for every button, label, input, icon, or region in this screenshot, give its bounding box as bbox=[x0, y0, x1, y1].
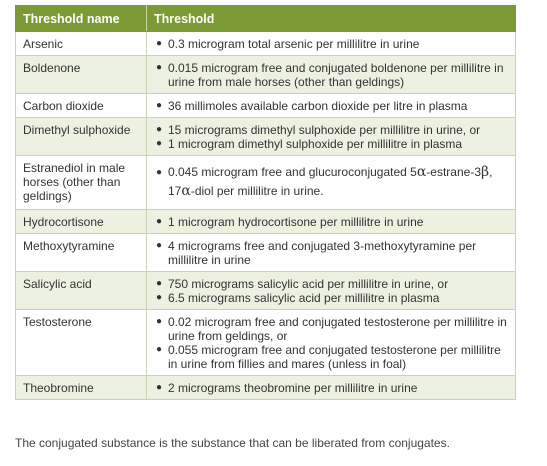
bullet-icon: ● bbox=[156, 62, 163, 73]
threshold-rules bbox=[147, 156, 516, 210]
bullet-icon: ● bbox=[156, 124, 163, 135]
threshold-rules bbox=[147, 118, 516, 156]
table-row bbox=[16, 310, 516, 376]
rule-list bbox=[154, 123, 508, 151]
threshold-rules bbox=[147, 310, 516, 376]
list-item: ● 0.02 microgram free and conjugated testosterone per millilitre in urine from geldings, or bbox=[156, 315, 507, 343]
column-header-threshold: Threshold bbox=[147, 6, 516, 32]
alpha-symbol: α bbox=[416, 164, 427, 180]
list-item: ● 6.5 micrograms salicylic acid per millilitre in plasma bbox=[156, 291, 440, 305]
threshold-rules bbox=[147, 32, 516, 56]
table-row bbox=[16, 272, 516, 310]
threshold-name: Methoxytyramine bbox=[16, 234, 147, 272]
rule-list bbox=[154, 277, 508, 305]
threshold-rules bbox=[147, 234, 516, 272]
bullet-icon: ● bbox=[156, 382, 163, 393]
footnote: The conjugated substance is the substance that can be liberated from conjugates. bbox=[15, 436, 450, 450]
column-header-name: Threshold name bbox=[16, 6, 147, 32]
rule-list bbox=[154, 37, 508, 51]
list-item: ● 2 micrograms theobromine per millilitre in urine bbox=[156, 381, 418, 395]
table-row bbox=[16, 210, 516, 234]
bullet-icon: ● bbox=[156, 138, 163, 149]
bullet-icon: ● bbox=[156, 240, 163, 251]
list-item: ● 0.055 microgram free and conjugated testosterone per millilitre in urine from fillies and mares (unless in foal) bbox=[156, 343, 501, 371]
table-row bbox=[16, 94, 516, 118]
threshold-name: Boldenone bbox=[16, 56, 147, 94]
rule-list bbox=[154, 315, 508, 371]
rule-list bbox=[154, 163, 508, 201]
bullet-icon: ● bbox=[156, 292, 163, 303]
list-item: ● 0.3 microgram total arsenic per millilitre in urine bbox=[156, 37, 420, 51]
threshold-table bbox=[15, 5, 516, 400]
bullet-icon: ● bbox=[156, 344, 163, 355]
list-item: ● 1 microgram hydrocortisone per millilitre in urine bbox=[156, 215, 424, 229]
list-item: ● 4 micrograms free and conjugated 3-methoxytyramine per millilitre in urine bbox=[156, 239, 477, 267]
bullet-icon: ● bbox=[156, 216, 163, 227]
table-row bbox=[16, 376, 516, 400]
rule-list bbox=[154, 99, 508, 113]
threshold-name: Salicylic acid bbox=[16, 272, 147, 310]
bullet-icon: ● bbox=[156, 278, 163, 289]
list-item: ● 0.015 microgram free and conjugated boldenone per millilitre in urine from male horses (other than geldings) bbox=[156, 61, 504, 89]
rule-list bbox=[154, 215, 508, 229]
list-item: ● 36 millimoles available carbon dioxide per litre in plasma bbox=[156, 99, 468, 113]
threshold-name: Hydrocortisone bbox=[16, 210, 147, 234]
list-item: ● 750 micrograms salicylic acid per millilitre in urine, or bbox=[156, 277, 449, 291]
threshold-name: Dimethyl sulphoxide bbox=[16, 118, 147, 156]
threshold-name: Testosterone bbox=[16, 310, 147, 376]
rule-list bbox=[154, 381, 508, 395]
bullet-icon: ● bbox=[156, 38, 163, 49]
threshold-rules bbox=[147, 56, 516, 94]
threshold-name: Estranediol in male horses (other than geldings) bbox=[16, 156, 147, 210]
rule-list bbox=[154, 61, 508, 89]
table-row bbox=[16, 156, 516, 210]
table-row bbox=[16, 234, 516, 272]
list-item: ● 1 microgram dimethyl sulphoxide per millilitre in plasma bbox=[156, 137, 463, 151]
bullet-icon: ● bbox=[156, 316, 163, 327]
list-item: ● 0.045 microgram free and glucuroconjugated 5α-estrane-3β, 17α-diol per millilitre in urine. bbox=[156, 164, 493, 199]
list-item: ● 15 micrograms dimethyl sulphoxide per millilitre in urine, or bbox=[156, 123, 481, 137]
table-header-row bbox=[16, 6, 516, 32]
threshold-rules bbox=[147, 210, 516, 234]
table-row bbox=[16, 32, 516, 56]
table-row bbox=[16, 56, 516, 94]
bullet-icon: ● bbox=[156, 100, 163, 111]
beta-symbol: β bbox=[481, 164, 490, 180]
rule-list bbox=[154, 239, 508, 267]
threshold-name: Theobromine bbox=[16, 376, 147, 400]
threshold-rules bbox=[147, 272, 516, 310]
bullet-icon: ● bbox=[156, 167, 163, 178]
alpha-symbol: α bbox=[181, 183, 191, 199]
threshold-name: Arsenic bbox=[16, 32, 147, 56]
threshold-rules bbox=[147, 94, 516, 118]
threshold-rules bbox=[147, 376, 516, 400]
table-row bbox=[16, 118, 516, 156]
threshold-name: Carbon dioxide bbox=[16, 94, 147, 118]
